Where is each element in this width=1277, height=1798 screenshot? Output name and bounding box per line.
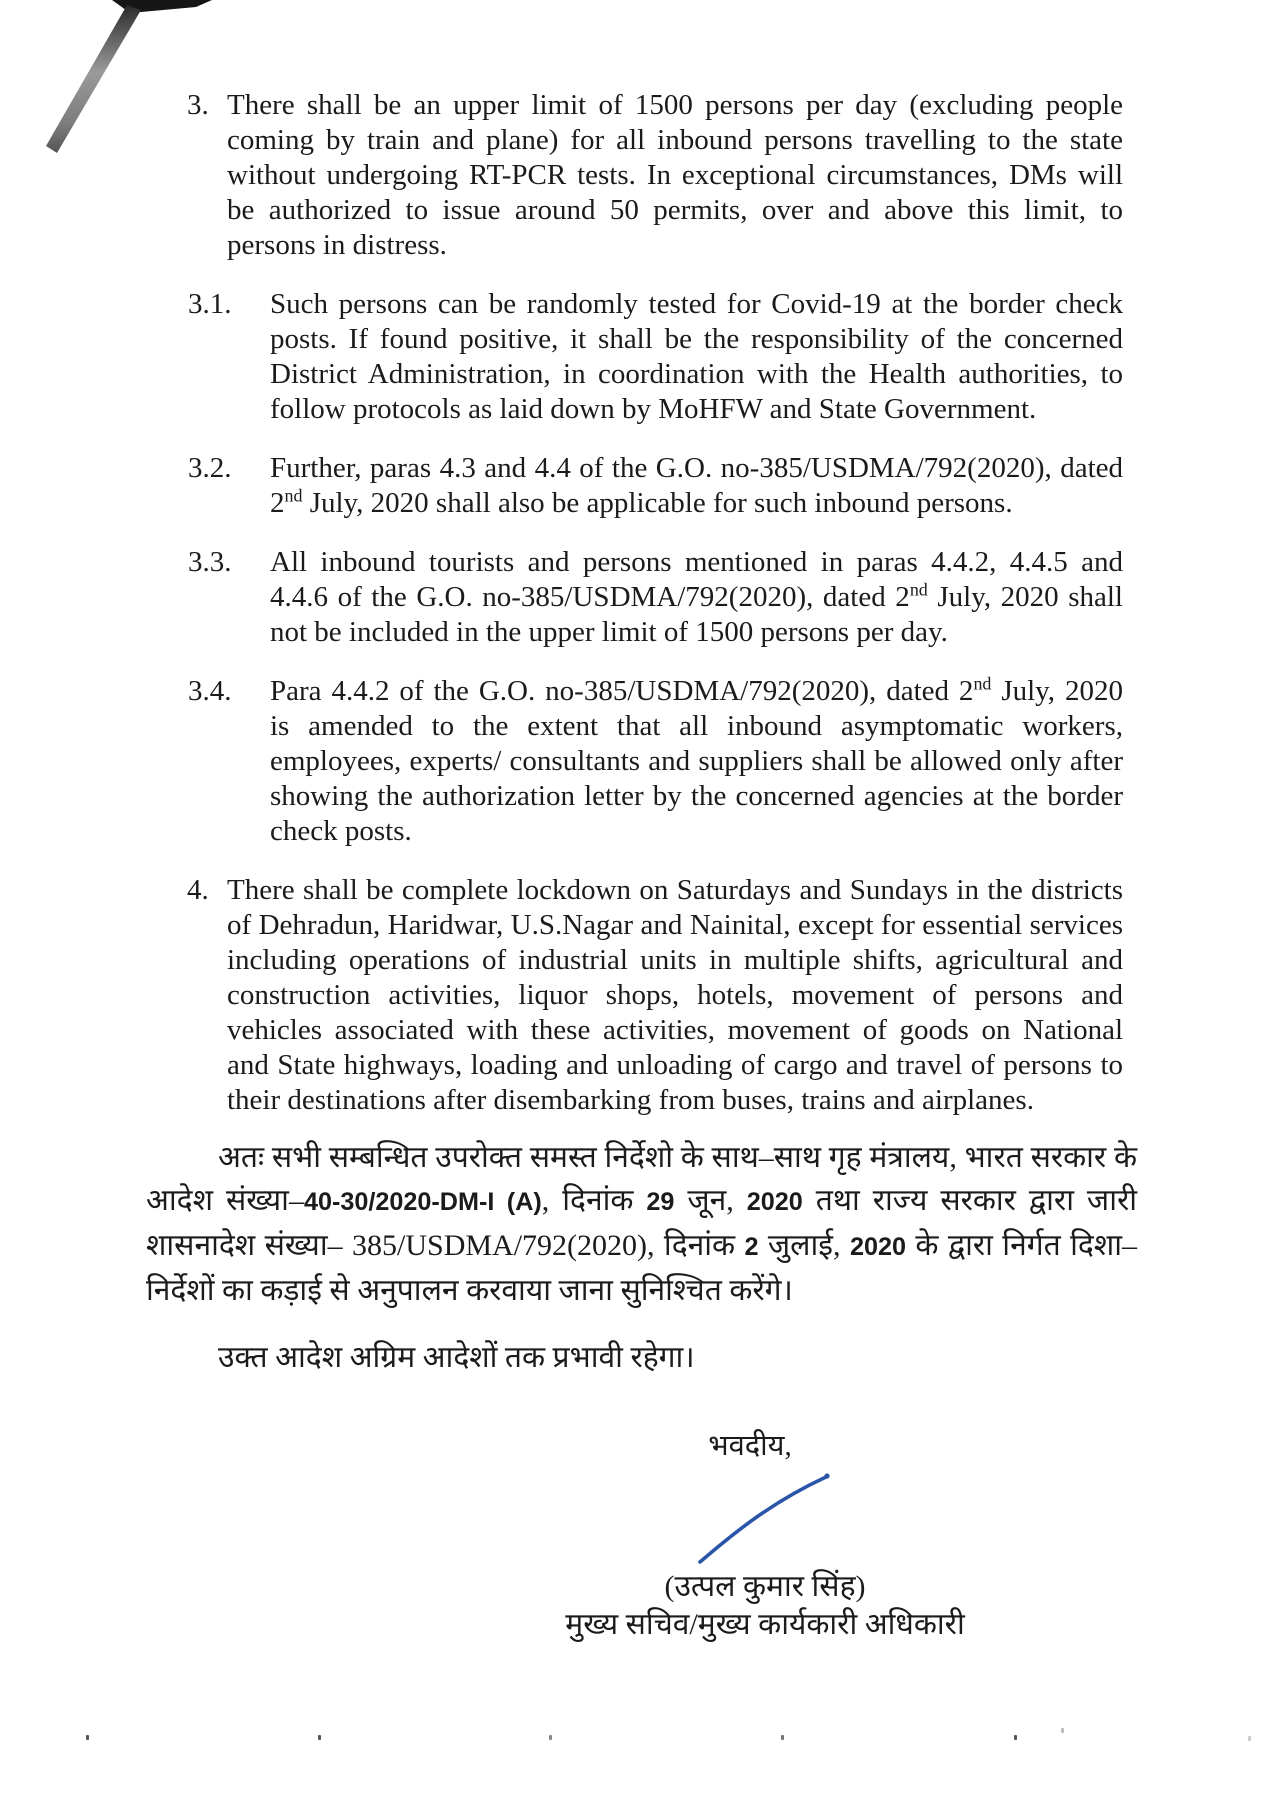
hindi-closing-line: उक्त आदेश अग्रिम आदेशों तक प्रभावी रहेगा। (218, 1341, 695, 1374)
list-item-3-3 (187, 545, 1123, 650)
list-item-3 (187, 88, 1123, 263)
scan-speck (1061, 1728, 1064, 1733)
item-text: There shall be an upper limit of 1500 persons per day (excluding people coming by train and plane) for all inbound persons travelling to the state without undergoing RT-PCR tests. In exceptional circumstances, DMs will be authorized to issue around 50 permits, over and above this limit, to persons in distress. (227, 89, 1123, 261)
signature-block (555, 1428, 975, 1644)
item-text: Such persons can be randomly tested for Covid-19 at the border check posts. If found positive, it shall be the responsibility of the concerned District Administration, in coordination with the Health authorities, to follow protocols as laid down by MoHFW and State Government. (270, 288, 1123, 425)
scan-speck (781, 1735, 784, 1740)
item-text: Para 4.4.2 of the G.O. no-385/USDMA/792(2020), dated 2nd July, 2020 is amended to the extent that all inbound asymptomatic workers, employees, experts/ consultants and suppliers shall be allowed only after showing the authorization letter by the concerned agencies at the border check posts. (270, 673, 1123, 847)
item-number: 3.2. (188, 452, 232, 484)
scan-speck (1248, 1736, 1251, 1741)
scan-speck (1014, 1735, 1017, 1740)
list-item-3-2 (187, 451, 1123, 521)
item-number: 4. (187, 874, 209, 906)
signatory-name: (उत्पल कुमार सिंह) (664, 1570, 866, 1603)
list-item-3-1 (187, 287, 1123, 427)
signatory-designation: मुख्य सचिव/मुख्य कार्यकारी अधिकारी (565, 1608, 965, 1641)
item-text: There shall be complete lockdown on Saturdays and Sundays in the districts of Dehradun, Haridwar, U.S.Nagar and Nainital, except for essential services including operations of industrial units in multiple shifts, agricultural and construction activities, liquor shops, hotels, movement of persons and vehicles associated with these activities, movement of goods on National and State highways, loading and unloading of cargo and travel of persons to their destinations after disembarking from buses, trains and airplanes. (227, 874, 1123, 1116)
signature-salutation: भवदीय, (708, 1430, 792, 1462)
list-item-4 (187, 873, 1123, 1118)
list-item-3-4 (187, 674, 1123, 849)
item-text: All inbound tourists and persons mentioned in paras 4.4.2, 4.4.5 and 4.4.6 of the G.O. no-385/USDMA/792(2020), dated 2nd July, 2020 shall not be included in the upper limit of 1500 persons per day. (270, 546, 1123, 648)
item-number: 3. (187, 89, 209, 121)
scan-speck (549, 1735, 552, 1740)
scan-speck (86, 1735, 89, 1740)
item-number: 3.4. (188, 675, 232, 707)
item-text: Further, paras 4.3 and 4.4 of the G.O. no-385/USDMA/792(2020), dated 2nd July, 2020 shall also be applicable for such inbound persons. (270, 452, 1123, 519)
item-number: 3.3. (188, 546, 232, 578)
item-number: 3.1. (188, 288, 232, 320)
scan-speck (318, 1735, 321, 1740)
handwritten-signature (680, 1470, 850, 1566)
hindi-paragraph: अतः सभी सम्बन्धित उपरोक्त समस्त निर्देशो के साथ–साथ गृह मंत्रालय, भारत सरकार के आदेश संख्या–40-30/2020-DM-I (A), दिनांक 29 जून, 2020 तथा राज्य सरकार द्वारा जारी शासनादेश संख्या– 385/USDMA/792(2020), दिनांक 2 जुलाई, 2020 के द्वारा निर्गत दिशा–निर्देशों का कड़ाई से अनुपालन करवाया जाना सुनिश्चित करेंगे। (146, 1141, 1137, 1307)
